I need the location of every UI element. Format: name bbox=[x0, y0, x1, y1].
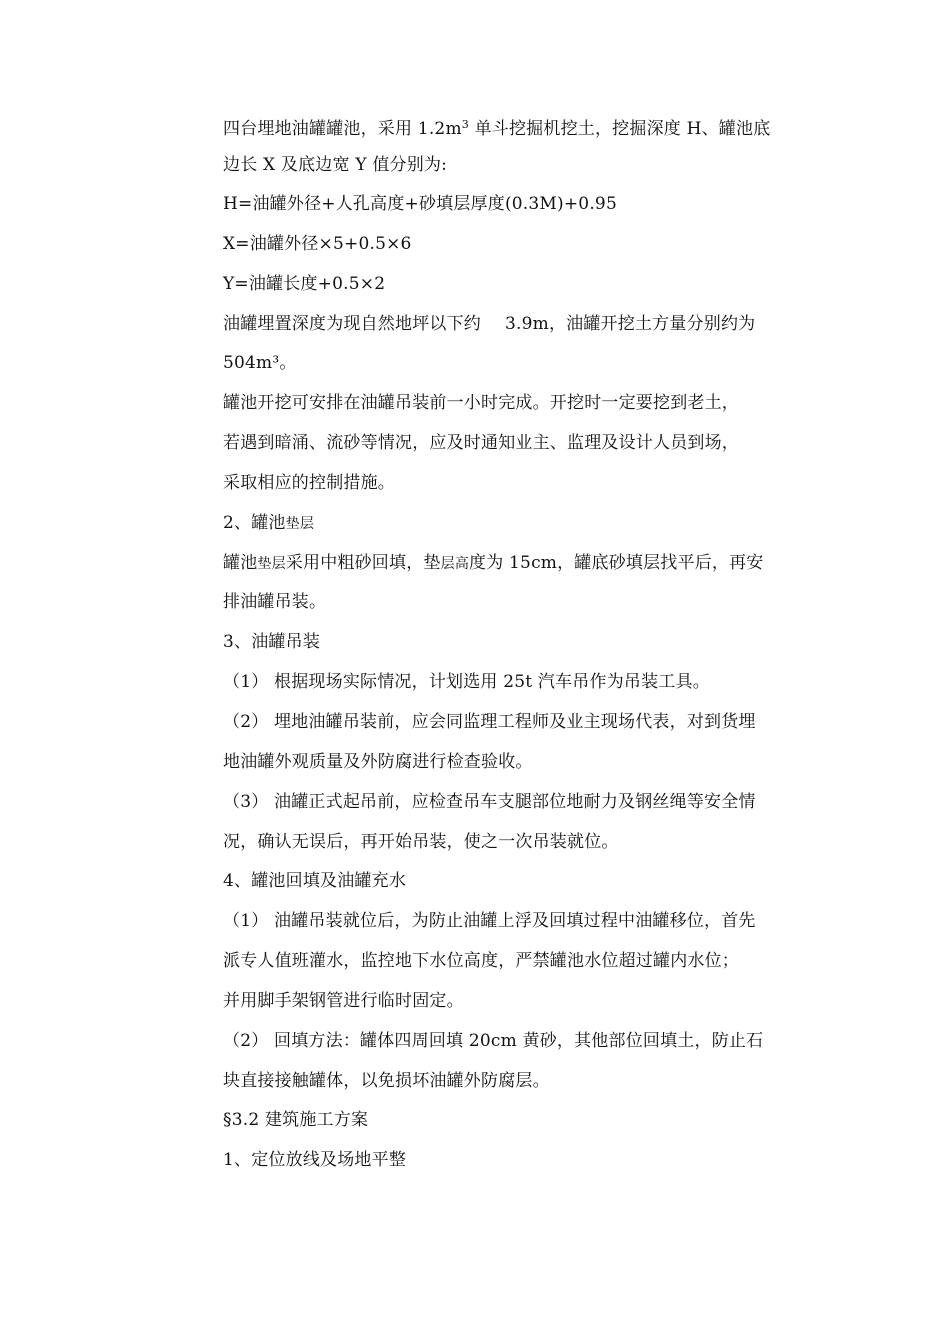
text-segment: 油罐埋置深度为现自然地坪以下约 bbox=[223, 314, 481, 334]
text-segment: 3.9m，油罐开挖土方量分别约为 bbox=[505, 314, 756, 334]
list-item-3-3-cont: 况，确认无误后，再开始吊装，使之一次吊装就位。 bbox=[223, 832, 619, 852]
list-item-4-2-cont: 块直接接触罐体，以免损坏油罐外防腐层。 bbox=[223, 1071, 550, 1091]
list-item-4-1: （1） 油罐吊装就位后，为防止油罐上浮及回填过程中油罐移位，首先 bbox=[223, 911, 756, 931]
text-segment: 四台埋地油罐罐池，采用 1.2m bbox=[223, 119, 462, 139]
small-text: 垫层 bbox=[257, 556, 286, 572]
text-line-9: 若遇到暗涌、流砂等情况，应及时通知业主、监理及设计人员到场， bbox=[223, 433, 739, 453]
text-line-10: 采取相应的控制措施。 bbox=[223, 473, 395, 493]
small-text: 垫层 bbox=[285, 516, 315, 532]
text-line-12 bbox=[223, 543, 764, 583]
section-heading-3-2: §3.2 建筑施工方案 bbox=[223, 1110, 369, 1130]
list-item-4-1-cont-b: 并用脚手架钢管进行临时固定。 bbox=[223, 991, 464, 1011]
text-segment: 采用中粗砂回填，垫 bbox=[285, 553, 441, 573]
superscript: 3 bbox=[461, 118, 469, 131]
text-line-8: 罐池开挖可安排在油罐吊装前一小时完成。开挖时一定要挖到老土， bbox=[223, 393, 739, 413]
text-segment: 度为 15cm，罐底砂填层找平后，再安 bbox=[469, 553, 764, 573]
text-segment: 单斗挖掘机挖土，挖掘深度 H、罐池底 bbox=[468, 119, 771, 139]
list-item-3-2-cont: 地油罐外观质量及外防腐进行检查验收。 bbox=[223, 752, 533, 772]
text-line-1 bbox=[223, 105, 770, 145]
section-heading-3: 3、油罐吊装 bbox=[223, 632, 321, 652]
list-item-3-2: （2） 埋地油罐吊装前，应会同监理工程师及业主现场代表，对到货埋 bbox=[223, 712, 756, 732]
list-item-3-1: （1） 根据现场实际情况，计划选用 25t 汽车吊作为吊装工具。 bbox=[223, 672, 710, 692]
formula-y: Y=油罐长度+0.5×2 bbox=[223, 274, 386, 294]
section-heading-2 bbox=[223, 503, 314, 543]
text-segment: 罐池 bbox=[223, 553, 258, 573]
text-line-6 bbox=[223, 304, 755, 344]
list-item-4-2: （2） 回填方法：罐体四周回填 20cm 黄砂，其他部位回填土，防止石 bbox=[223, 1031, 764, 1051]
text-line-13: 排油罐吊装。 bbox=[223, 592, 327, 612]
small-text: 层高 bbox=[440, 556, 470, 572]
text-segment: 2、罐池 bbox=[223, 513, 286, 533]
text-line-7: 504m³。 bbox=[223, 353, 297, 373]
subsection-heading-1: 1、定位放线及场地平整 bbox=[223, 1150, 407, 1170]
section-heading-4: 4、罐池回填及油罐充水 bbox=[223, 871, 407, 891]
list-item-3-3: （3） 油罐正式起吊前，应检查吊车支腿部位地耐力及钢丝绳等安全情 bbox=[223, 792, 756, 812]
text-line-2: 边长 X 及底边宽 Y 值分别为: bbox=[223, 155, 448, 175]
formula-h: H=油罐外径+人孔高度+砂填层厚度(0.3M)+0.95 bbox=[223, 194, 617, 214]
formula-x: X=油罐外径×5+0.5×6 bbox=[223, 234, 412, 254]
list-item-4-1-cont-a: 派专人值班灌水，监控地下水位高度，严禁罐池水位超过罐内水位； bbox=[223, 951, 739, 971]
